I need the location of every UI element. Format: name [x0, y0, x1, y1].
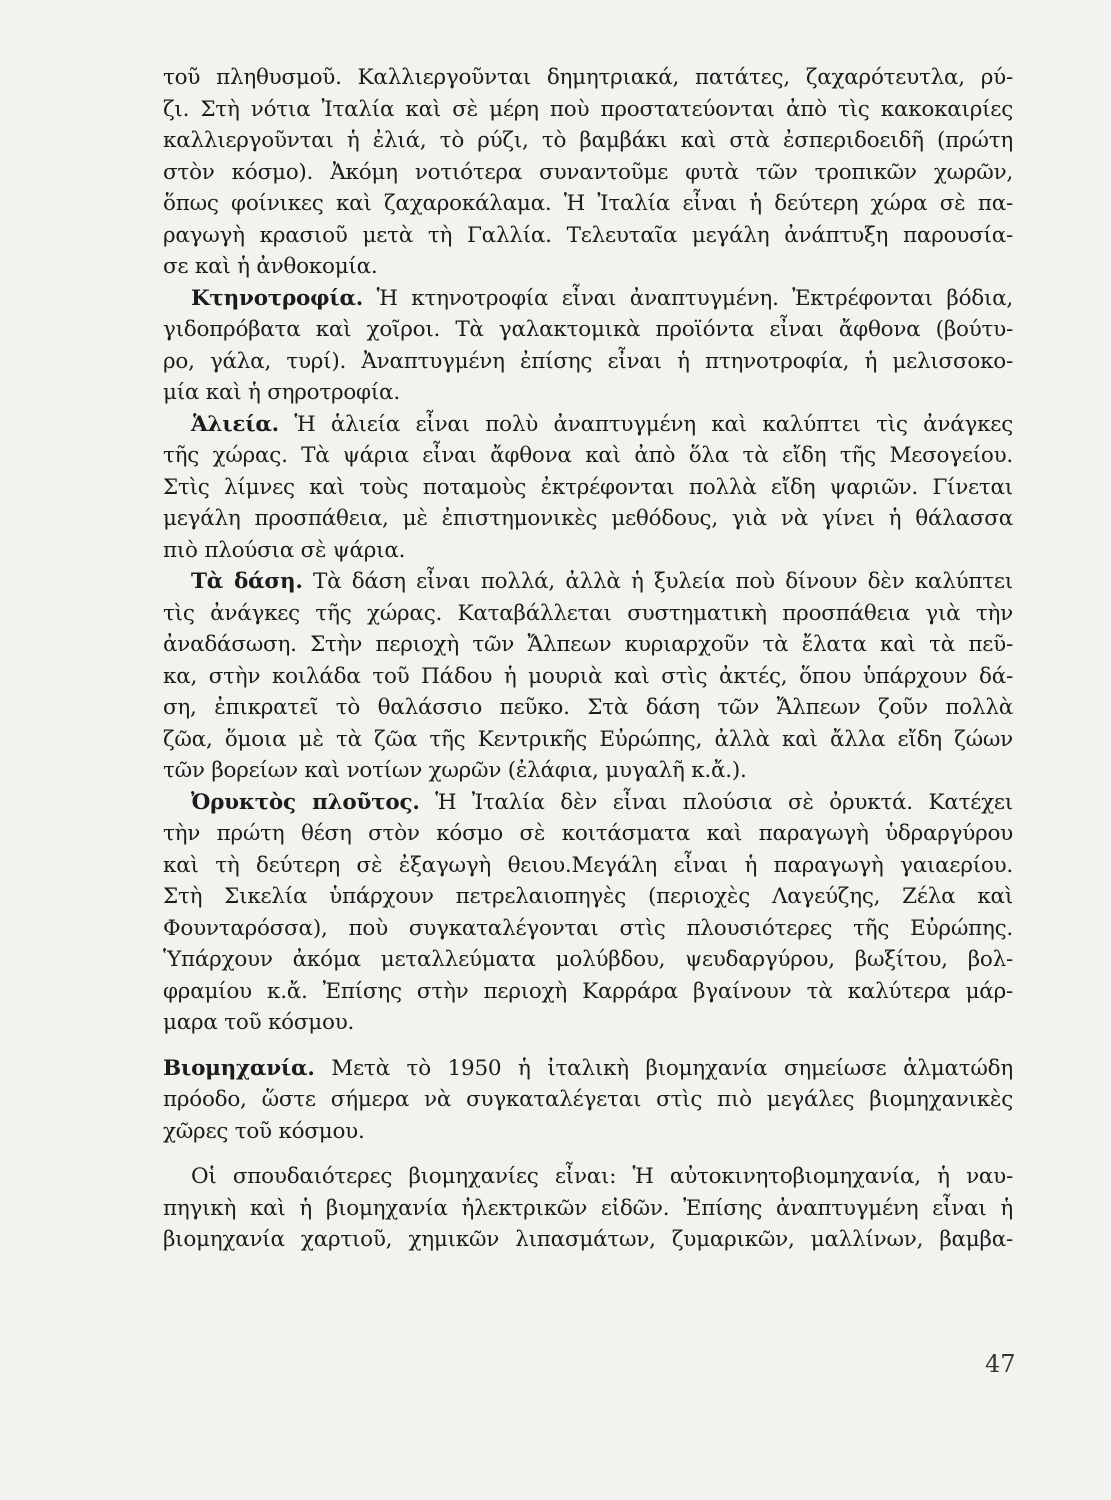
page-text	[163, 62, 1013, 1256]
section-heading-livestock: Κτηνοτροφία.	[191, 285, 364, 311]
text-line: γιδοπρόβατα καὶ χοῖροι. Τὰ γαλακτομικὰ προϊόντα εἶναι ἄφθονα (βούτυ-	[163, 317, 1013, 342]
page-number: 47	[985, 1350, 1016, 1378]
text-line: τῶν βορείων καὶ νοτίων χωρῶν (ἐλάφια, μυγαλῆ κ.ἄ.).	[163, 758, 747, 783]
text-line: σε καὶ ἡ ἀνθοκομία.	[163, 254, 378, 279]
text-run: Τὰ δάση εἶναι πολλά, ἀλλὰ ἡ ξυλεία ποὺ δίνουν δὲν καλύπτει	[302, 569, 1013, 594]
text-line: ραγωγὴ κρασιοῦ μετὰ τὴ Γαλλία. Τελευταῖα μεγάλη ἀνάπτυξη παρουσία-	[163, 222, 1013, 248]
paragraph-agriculture	[163, 62, 1013, 283]
text-line: Ὑπάρχουν ἀκόμα μεταλλεύματα μολύβδου, ψευδαργύρου, βωξίτου, βολ-	[163, 947, 1013, 972]
text-line: ζῶα, ὅμοια μὲ τὰ ζῶα τῆς Κεντρικῆς Εὐρώπης, ἀλλὰ καὶ ἄλλα εἴδη ζώων	[163, 726, 1013, 752]
section-heading-fishing: Ἁλιεία.	[191, 411, 279, 437]
text-line: ρο, γάλα, τυρί). Ἀναπτυγμένη ἐπίσης εἶναι ἡ πτηνοτροφία, ἡ μελισσοκο-	[163, 348, 1013, 374]
text-line	[163, 409, 1013, 441]
text-line: βιομηχανία χαρτιοῦ, χημικῶν λιπασμάτων, ζυμαρικῶν, μαλλίνων, βαμβα-	[163, 1227, 1013, 1252]
paragraph-fishing	[163, 409, 1013, 567]
paragraph-minerals	[163, 787, 1013, 1039]
text-line	[163, 787, 1013, 819]
text-line: κα, στὴν κοιλάδα τοῦ Πάδου ἡ μουριὰ καὶ στὶς ἀκτές, ὅπου ὑπάρχουν δά-	[163, 663, 1013, 689]
text-run: Μετὰ τὸ 1950 ἡ ἰταλικὴ βιομηχανία σημείωσε ἁλματώδη	[314, 1055, 1013, 1081]
text-line: μαρα τοῦ κόσμου.	[163, 1010, 355, 1035]
text-line: πρόοδο, ὥστε σήμερα νὰ συγκαταλέγεται στὶς πιὸ μεγάλες βιομηχανικὲς	[163, 1087, 1013, 1112]
text-line: μεγάλη προσπάθεια, μὲ ἐπιστημονικὲς μεθόδους, γιὰ νὰ γίνει ἡ θάλασσα	[163, 506, 1013, 531]
text-line: Φουνταρόσσα), ποὺ συγκαταλέγονται στὶς πλουσιότερες τῆς Εὐρώπης.	[163, 915, 1013, 941]
section-heading-industry: Βιομηχανία.	[163, 1055, 315, 1081]
section-heading-forests: Τὰ δάση.	[191, 569, 303, 594]
text-run: Ἡ κτηνοτροφία εἶναι ἀναπτυγμένη. Ἐκτρέφονται βόδια,	[363, 285, 1013, 311]
text-line: φραμίου κ.ἄ. Ἐπίσης στὴν περιοχὴ Καρράρα βγαίνουν τὰ καλύτερα μάρ-	[163, 978, 1013, 1004]
text-line: Στὴ Σικελία ὑπάρχουν πετρελαιοπηγὲς (περιοχὲς Λαγεύζης, Ζέλα καὶ	[163, 884, 1013, 909]
text-line: ση, ἐπικρατεῖ τὸ θαλάσσιο πεῦκο. Στὰ δάση τῶν Ἄλπεων ζοῦν πολλὰ	[163, 695, 1013, 720]
text-line: ὅπως φοίνικες καὶ ζαχαροκάλαμα. Ἡ Ἰταλία εἶναι ἡ δεύτερη χώρα σὲ πα-	[163, 191, 1013, 216]
text-line: πιὸ πλούσια σὲ ψάρια.	[163, 537, 406, 563]
text-line: τὶς ἀνάγκες τῆς χώρας. Καταβάλλεται συστηματικὴ προσπάθεια γιὰ τὴν	[163, 600, 1013, 626]
text-line: Οἱ σπουδαιότερες βιομηχανίες εἶναι: Ἡ αὐτοκινητοβιομηχανία, ἡ ναυ-	[191, 1164, 1013, 1189]
text-line: χῶρες τοῦ κόσμου.	[163, 1118, 365, 1144]
text-line	[163, 1053, 1013, 1085]
text-line: τοῦ πληθυσμοῦ. Καλλιεργοῦνται δημητριακά, πατάτες, ζαχαρότευτλα, ρύ-	[163, 65, 1013, 90]
paragraph-livestock	[163, 283, 1013, 409]
text-line: πηγικὴ καὶ ἡ βιομηχανία ἠλεκτρικῶν εἰδῶν. Ἐπίσης ἀναπτυγμένη εἶναι ἡ	[163, 1195, 1013, 1221]
text-line: ζι. Στὴ νότια Ἰταλία καὶ σὲ μέρη ποὺ προστατεύονται ἀπὸ τὶς κακοκαιρίες	[163, 96, 1013, 122]
paragraph-industry	[163, 1053, 1013, 1148]
text-run: Ἡ Ἰταλία δὲν εἶναι πλούσια σὲ ὀρυκτά. Κατέχει	[419, 789, 1013, 815]
text-run: Ἡ ἁλιεία εἶναι πολὺ ἀναπτυγμένη καὶ καλύπτει τὶς ἀνάγκες	[278, 411, 1013, 437]
text-line	[163, 283, 1013, 315]
text-line	[163, 566, 1013, 598]
text-line: τὴν πρώτη θέση στὸν κόσμο σὲ κοιτάσματα καὶ παραγωγὴ ὑδραργύρου	[163, 821, 1013, 846]
paragraph-main-industries	[163, 1161, 1013, 1256]
paragraph-forests	[163, 566, 1013, 787]
text-line: καὶ τὴ δεύτερη σὲ ἐξαγωγὴ θειου.Μεγάλη εἶναι ἡ παραγωγὴ γαιαερίου.	[163, 852, 1013, 878]
text-line: Στὶς λίμνες καὶ τοὺς ποταμοὺς ἐκτρέφονται πολλὰ εἴδη ψαριῶν. Γίνεται	[163, 474, 1013, 500]
section-heading-minerals: Ὀρυκτὸς πλοῦτος.	[191, 789, 420, 815]
text-line: μία καὶ ἡ σηροτροφία.	[163, 380, 400, 405]
text-line: ἀναδάσωση. Στὴν περιοχὴ τῶν Ἄλπεων κυριαρχοῦν τὰ ἔλατα καὶ τὰ πεῦ-	[163, 632, 1013, 657]
text-line: καλλιεργοῦνται ἡ ἐλιά, τὸ ρύζι, τὸ βαμβάκι καὶ στὰ ἐσπεριδοειδῆ (πρώτη	[163, 128, 1013, 153]
text-line: τῆς χώρας. Τὰ ψάρια εἶναι ἄφθονα καὶ ἀπὸ ὅλα τὰ εἴδη τῆς Μεσογείου.	[163, 443, 1013, 468]
text-line: στὸν κόσμο). Ἀκόμη νοτιότερα συναντοῦμε φυτὰ τῶν τροπικῶν χωρῶν,	[163, 159, 1013, 185]
